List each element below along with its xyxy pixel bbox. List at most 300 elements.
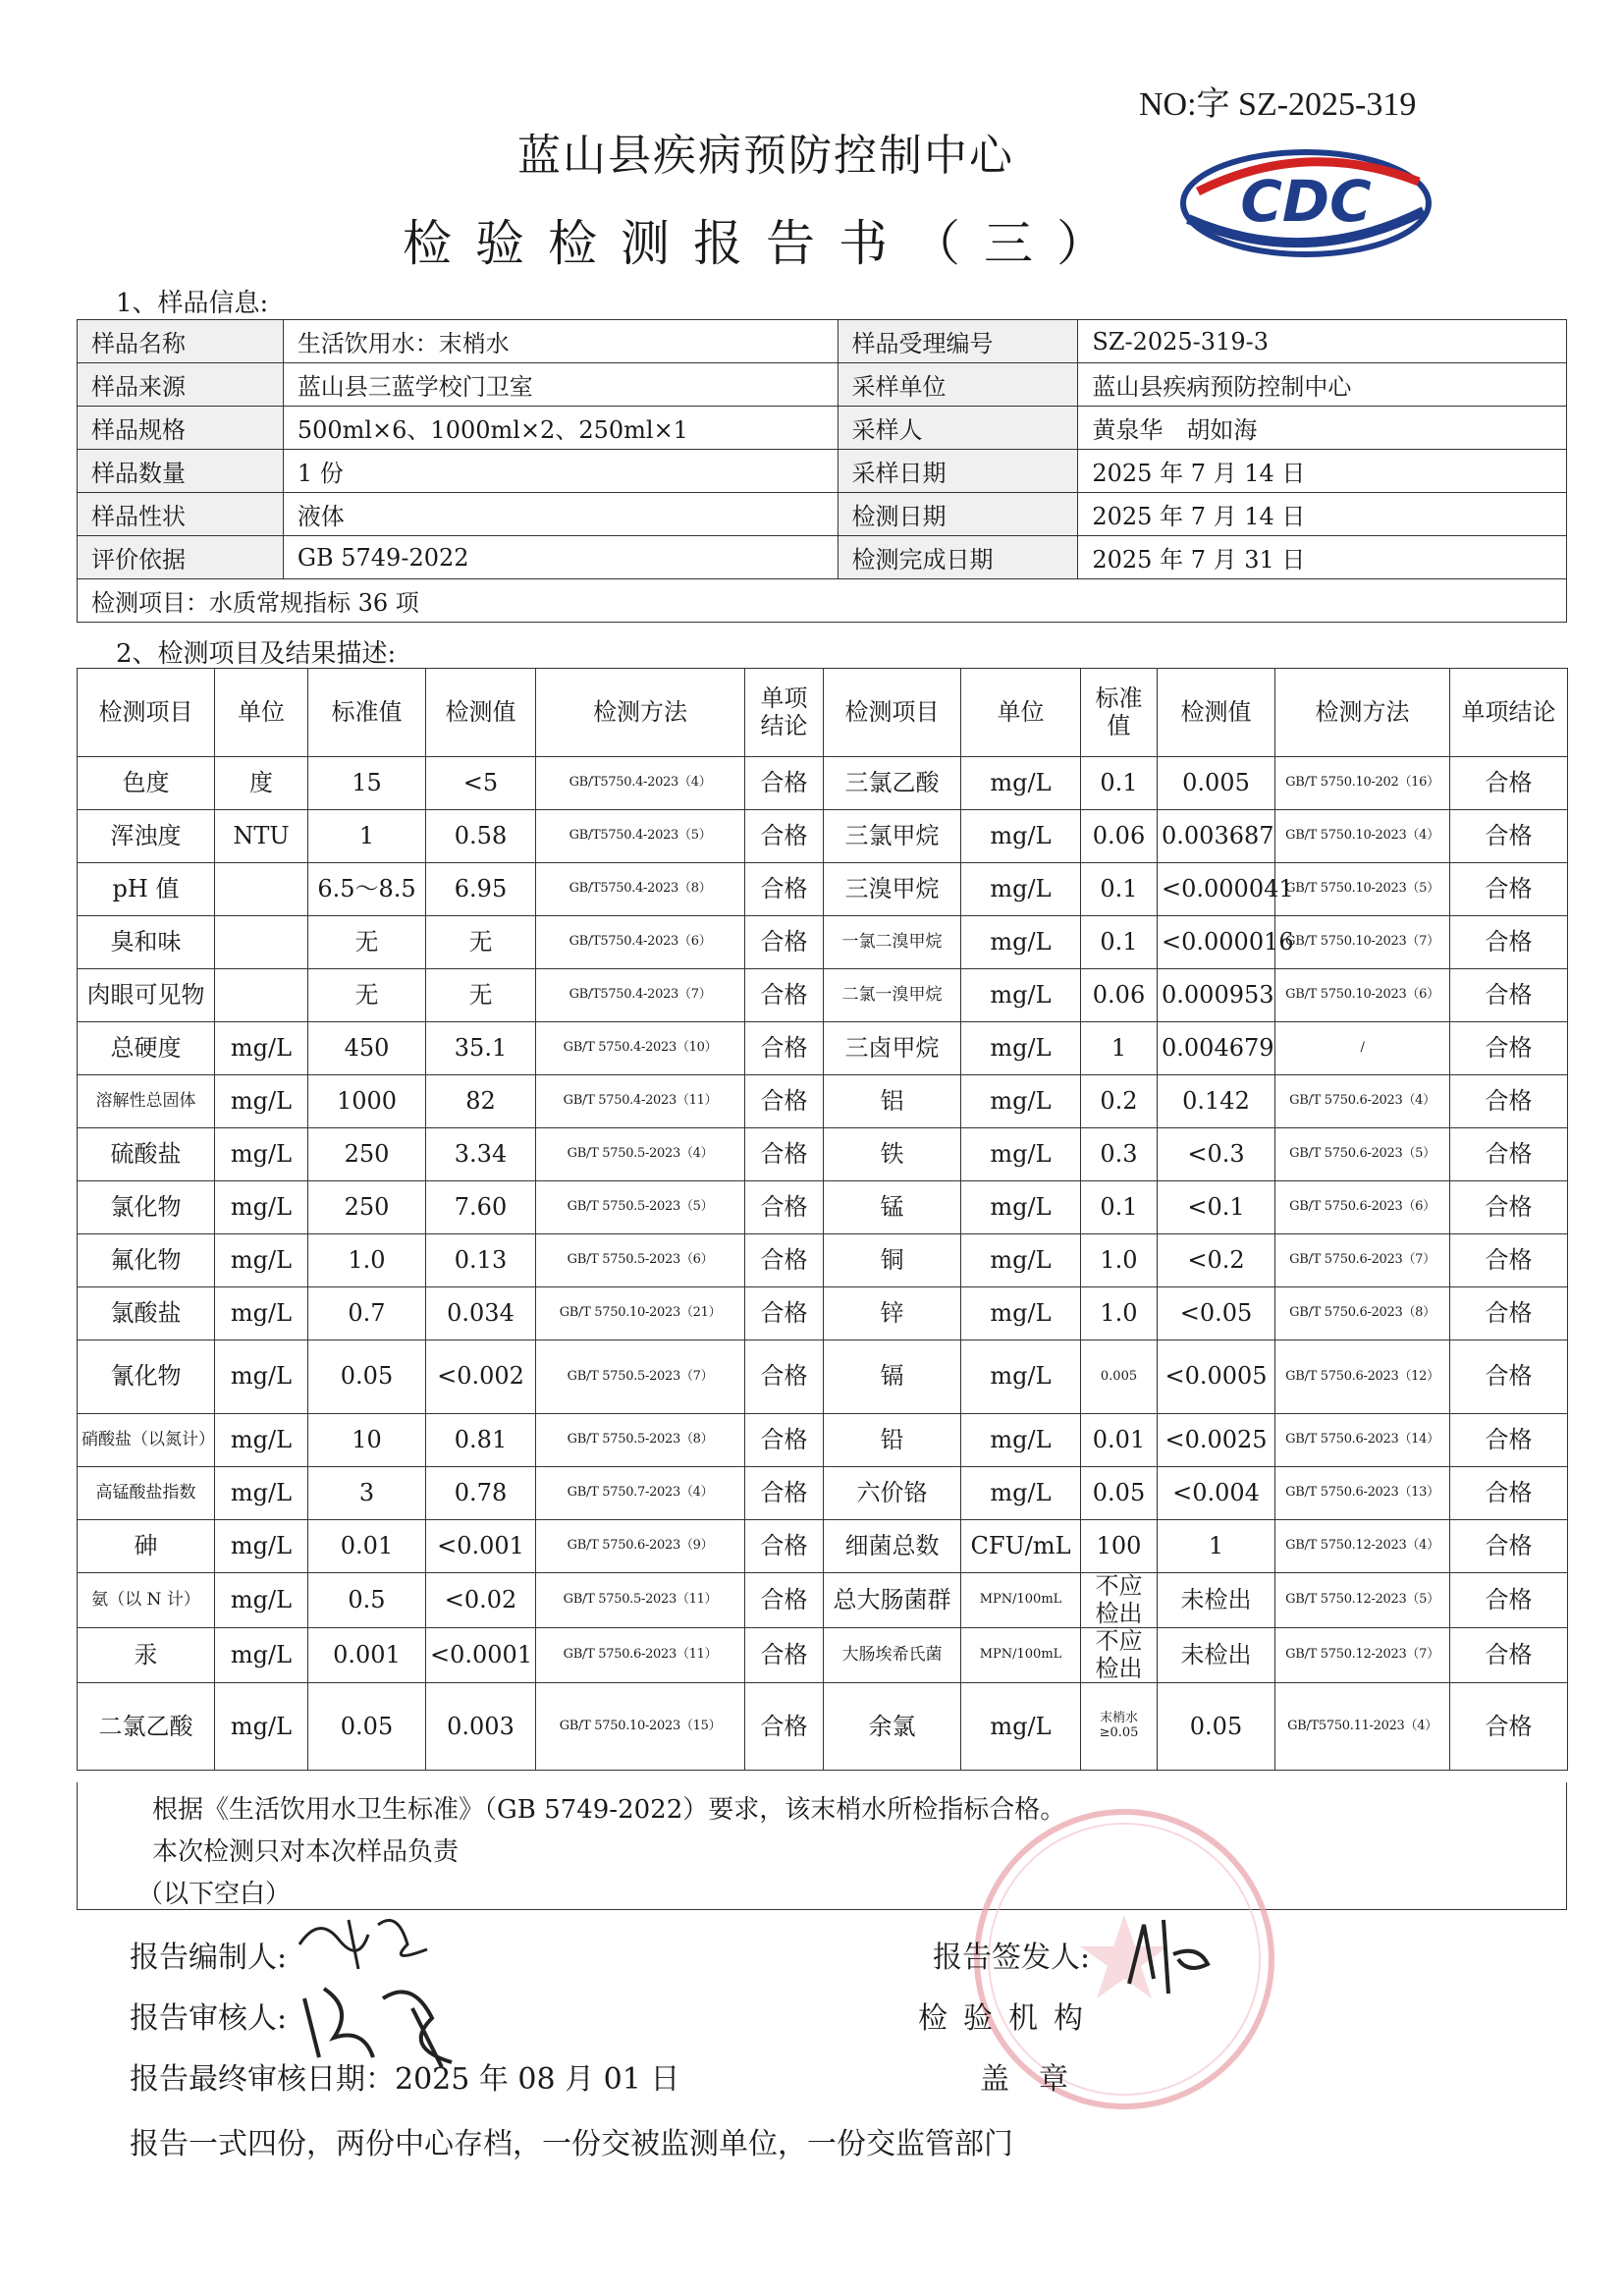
table-cell xyxy=(215,969,308,1022)
table-cell: 合格 xyxy=(745,969,824,1022)
table-cell: mg/L xyxy=(961,1340,1081,1414)
table-row xyxy=(78,1181,1568,1234)
table-row xyxy=(78,1467,1568,1520)
table-row xyxy=(78,757,1568,810)
table-row xyxy=(78,1520,1568,1573)
table-cell: 合格 xyxy=(745,810,824,863)
table-cell: <0.002 xyxy=(426,1340,536,1414)
table-row xyxy=(78,916,1568,969)
table-cell: 0.05 xyxy=(308,1683,426,1771)
table-cell: mg/L xyxy=(961,1022,1081,1075)
table-cell: GB/T 5750.5-2023（11） xyxy=(536,1573,745,1628)
table-cell: 锰 xyxy=(824,1181,961,1234)
column-header: 单位 xyxy=(961,669,1081,757)
column-header: 单位 xyxy=(215,669,308,757)
table-cell: mg/L xyxy=(961,810,1081,863)
info-label: 样品受理编号 xyxy=(838,320,1078,363)
table-cell: 1.0 xyxy=(1081,1234,1158,1287)
table-cell: 度 xyxy=(215,757,308,810)
section-sample-info-title: 1、样品信息: xyxy=(116,289,269,318)
table-cell: mg/L xyxy=(961,1414,1081,1467)
issuer-signature-icon xyxy=(1110,1905,1227,2003)
table-cell: GB/T 5750.12-2023（7） xyxy=(1275,1628,1450,1683)
table-row xyxy=(78,1573,1568,1628)
table-cell: pH 值 xyxy=(78,863,215,916)
table-cell: 0.003687 xyxy=(1158,810,1275,863)
info-label: 采样日期 xyxy=(838,450,1078,493)
conclusion-text: 根据《生活饮用水卫生标准》（GB 5749-2022）要求，该末梢水所检指标合格。 xyxy=(152,1795,1066,1825)
table-cell: 细菌总数 xyxy=(824,1520,961,1573)
table-cell: 合格 xyxy=(745,1628,824,1683)
table-cell: 合格 xyxy=(1450,1022,1568,1075)
table-cell: 0.81 xyxy=(426,1414,536,1467)
table-cell: GB/T 5750.10-2023（4） xyxy=(1275,810,1450,863)
table-cell: GB/T 5750.4-2023（10） xyxy=(536,1022,745,1075)
table-cell: 0.5 xyxy=(308,1573,426,1628)
table-cell: 250 xyxy=(308,1128,426,1181)
info-value: 液体 xyxy=(283,493,838,536)
table-cell: mg/L xyxy=(961,1287,1081,1340)
table-row xyxy=(78,1075,1568,1128)
table-cell: mg/L xyxy=(215,1628,308,1683)
table-cell: 6.5～8.5 xyxy=(308,863,426,916)
info-value: GB 5749-2022 xyxy=(283,536,838,579)
table-cell: mg/L xyxy=(961,969,1081,1022)
table-cell: 合格 xyxy=(1450,863,1568,916)
table-cell: 铜 xyxy=(824,1234,961,1287)
table-cell: GB/T 5750.12-2023（4） xyxy=(1275,1520,1450,1573)
table-cell: 3.34 xyxy=(426,1128,536,1181)
info-value: 黄泉华 胡如海 xyxy=(1078,407,1567,450)
table-cell: CFU/mL xyxy=(961,1520,1081,1573)
table-cell: GB/T 5750.10-2023（7） xyxy=(1275,916,1450,969)
table-cell: <0.05 xyxy=(1158,1287,1275,1340)
table-cell: 合格 xyxy=(745,1181,824,1234)
table-cell: 二氯一溴甲烷 xyxy=(824,969,961,1022)
table-row xyxy=(78,1022,1568,1075)
table-cell: 6.95 xyxy=(426,863,536,916)
table-cell: 合格 xyxy=(745,757,824,810)
table-cell: 合格 xyxy=(1450,1683,1568,1771)
table-cell: 合格 xyxy=(1450,1287,1568,1340)
table-cell: 0.58 xyxy=(426,810,536,863)
table-cell: 450 xyxy=(308,1022,426,1075)
table-cell: MPN/100mL xyxy=(961,1573,1081,1628)
document-title: 检验检测报告书（三） xyxy=(403,215,1129,272)
table-cell: 总大肠菌群 xyxy=(824,1573,961,1628)
disclaimer-text: 本次检测只对本次样品负责 xyxy=(152,1837,460,1867)
table-cell: 合格 xyxy=(1450,1628,1568,1683)
table-cell: 合格 xyxy=(745,1340,824,1414)
table-cell: 合格 xyxy=(1450,969,1568,1022)
table-cell: GB/T 5750.7-2023（4） xyxy=(536,1467,745,1520)
table-cell: GB/T 5750.5-2023（8） xyxy=(536,1414,745,1467)
table-cell: 250 xyxy=(308,1181,426,1234)
table-cell: 0.1 xyxy=(1081,863,1158,916)
table-cell: 未检出 xyxy=(1158,1628,1275,1683)
table-cell: 高锰酸盐指数 xyxy=(78,1467,215,1520)
table-cell: 合格 xyxy=(1450,1414,1568,1467)
table-cell: 三溴甲烷 xyxy=(824,863,961,916)
table-cell: 0.06 xyxy=(1081,810,1158,863)
table-cell: 1 xyxy=(1081,1022,1158,1075)
table-cell: 1.0 xyxy=(1081,1287,1158,1340)
table-cell: 氯酸盐 xyxy=(78,1287,215,1340)
info-value: 蓝山县疾病预防控制中心 xyxy=(1078,363,1567,407)
info-value: SZ-2025-319-3 xyxy=(1078,320,1567,363)
table-cell: 溶解性总固体 xyxy=(78,1075,215,1128)
table-cell: mg/L xyxy=(961,1234,1081,1287)
table-cell: 0.06 xyxy=(1081,969,1158,1022)
table-row xyxy=(78,1414,1568,1467)
column-header: 检测值 xyxy=(1158,669,1275,757)
table-cell: GB/T5750.4-2023（5） xyxy=(536,810,745,863)
results-table xyxy=(77,668,1568,1771)
sample-info-row xyxy=(78,320,1567,363)
table-cell: 氰化物 xyxy=(78,1340,215,1414)
reviewer-label: 报告审核人: xyxy=(130,2001,288,2036)
column-header: 检测方法 xyxy=(536,669,745,757)
info-value: 2025 年 7 月 31 日 xyxy=(1078,536,1567,579)
column-header: 单项结论 xyxy=(745,669,824,757)
table-cell: mg/L xyxy=(215,1573,308,1628)
info-label: 样品规格 xyxy=(78,407,284,450)
table-cell: mg/L xyxy=(961,863,1081,916)
table-cell: GB/T5750.11-2023（4） xyxy=(1275,1683,1450,1771)
table-row xyxy=(78,1683,1568,1771)
table-cell: 余氯 xyxy=(824,1683,961,1771)
table-cell: / xyxy=(1275,1022,1450,1075)
table-cell: 未检出 xyxy=(1158,1573,1275,1628)
table-cell: 合格 xyxy=(1450,810,1568,863)
table-cell: 合格 xyxy=(1450,1340,1568,1414)
table-cell: mg/L xyxy=(961,757,1081,810)
table-cell: 0.005 xyxy=(1081,1340,1158,1414)
table-cell: mg/L xyxy=(961,916,1081,969)
table-cell: 硫酸盐 xyxy=(78,1128,215,1181)
info-label: 采样人 xyxy=(838,407,1078,450)
issuer-label: 报告签发人: xyxy=(933,1941,1091,1975)
table-cell: 铅 xyxy=(824,1414,961,1467)
table-cell: GB/T 5750.10-202（16） xyxy=(1275,757,1450,810)
table-cell: mg/L xyxy=(215,1683,308,1771)
table-cell: 0.1 xyxy=(1081,757,1158,810)
distribution-note: 报告一式四份，两份中心存档，一份交被监测单位，一份交监管部门 xyxy=(130,2127,1013,2161)
table-cell: mg/L xyxy=(215,1022,308,1075)
table-cell: 0.1 xyxy=(1081,916,1158,969)
table-cell: 0.13 xyxy=(426,1234,536,1287)
table-cell: 氟化物 xyxy=(78,1234,215,1287)
table-cell: 无 xyxy=(308,969,426,1022)
table-cell: mg/L xyxy=(215,1181,308,1234)
table-cell: 7.60 xyxy=(426,1181,536,1234)
table-cell: GB/T 5750.5-2023（7） xyxy=(536,1340,745,1414)
table-cell: mg/L xyxy=(215,1414,308,1467)
table-cell: GB/T 5750.10-2023（5） xyxy=(1275,863,1450,916)
table-cell: 合格 xyxy=(745,1022,824,1075)
table-cell: 合格 xyxy=(1450,1520,1568,1573)
info-value: 生活饮用水：末梢水 xyxy=(283,320,838,363)
table-cell: 合格 xyxy=(745,1520,824,1573)
table-cell: 合格 xyxy=(745,1128,824,1181)
info-value: 2025 年 7 月 14 日 xyxy=(1078,493,1567,536)
table-cell: <0.2 xyxy=(1158,1234,1275,1287)
table-cell: <0.0001 xyxy=(426,1628,536,1683)
institution-label: 检验机构 xyxy=(918,2001,1099,2036)
table-cell: GB/T 5750.6-2023（6） xyxy=(1275,1181,1450,1234)
column-header: 检测值 xyxy=(426,669,536,757)
logo-text: CDC xyxy=(1240,168,1372,235)
table-cell: GB/T 5750.6-2023（5） xyxy=(1275,1128,1450,1181)
table-cell: 合格 xyxy=(745,1075,824,1128)
column-header: 标准值 xyxy=(1081,669,1158,757)
final-review-date: 报告最终审核日期：2025 年 08 月 01 日 xyxy=(130,2062,680,2097)
table-cell: 0.7 xyxy=(308,1287,426,1340)
info-label: 样品性状 xyxy=(78,493,284,536)
table-cell: <0.000016 xyxy=(1158,916,1275,969)
column-header: 检测项目 xyxy=(824,669,961,757)
table-cell: 1 xyxy=(308,810,426,863)
table-cell: 合格 xyxy=(1450,1128,1568,1181)
table-cell: mg/L xyxy=(961,1467,1081,1520)
table-cell: 色度 xyxy=(78,757,215,810)
table-cell: 0.034 xyxy=(426,1287,536,1340)
info-value: 蓝山县三蓝学校门卫室 xyxy=(283,363,838,407)
table-cell: 100 xyxy=(1081,1520,1158,1573)
table-cell: GB/T 5750.6-2023（4） xyxy=(1275,1075,1450,1128)
table-cell: 无 xyxy=(308,916,426,969)
info-label: 评价依据 xyxy=(78,536,284,579)
table-row xyxy=(78,810,1568,863)
table-cell: 0.2 xyxy=(1081,1075,1158,1128)
table-cell: GB/T 5750.6-2023（8） xyxy=(1275,1287,1450,1340)
table-cell: <0.1 xyxy=(1158,1181,1275,1234)
table-cell: 10 xyxy=(308,1414,426,1467)
table-cell: 镉 xyxy=(824,1340,961,1414)
table-cell: 合格 xyxy=(1450,1467,1568,1520)
table-cell: 0.01 xyxy=(1081,1414,1158,1467)
table-cell: GB/T5750.4-2023（4） xyxy=(536,757,745,810)
table-cell: 82 xyxy=(426,1075,536,1128)
table-cell: 末梢水≥0.05 xyxy=(1081,1683,1158,1771)
compiler-label: 报告编制人: xyxy=(130,1941,288,1975)
sample-info-row xyxy=(78,536,1567,579)
sample-info-table xyxy=(77,319,1567,623)
table-cell: mg/L xyxy=(215,1340,308,1414)
table-cell: <0.02 xyxy=(426,1573,536,1628)
table-cell xyxy=(215,863,308,916)
table-cell: GB/T 5750.10-2023（15） xyxy=(536,1683,745,1771)
table-cell: 合格 xyxy=(745,1467,824,1520)
table-cell: 锌 xyxy=(824,1287,961,1340)
table-row xyxy=(78,1128,1568,1181)
organization-title: 蓝山县疾病预防控制中心 xyxy=(517,131,1014,181)
table-cell: 合格 xyxy=(745,1234,824,1287)
column-header: 单项结论 xyxy=(1450,669,1568,757)
table-cell: 无 xyxy=(426,916,536,969)
table-row xyxy=(78,1287,1568,1340)
section-results-title: 2、检测项目及结果描述: xyxy=(116,639,397,669)
table-cell: 0.3 xyxy=(1081,1128,1158,1181)
table-cell: 0.003 xyxy=(426,1683,536,1771)
table-cell: 0.142 xyxy=(1158,1075,1275,1128)
table-cell xyxy=(215,916,308,969)
table-cell: 铁 xyxy=(824,1128,961,1181)
table-cell: mg/L xyxy=(961,1128,1081,1181)
table-cell: <0.001 xyxy=(426,1520,536,1573)
table-row xyxy=(78,1340,1568,1414)
info-value: 2025 年 7 月 14 日 xyxy=(1078,450,1567,493)
table-cell: <0.3 xyxy=(1158,1128,1275,1181)
table-cell: <5 xyxy=(426,757,536,810)
column-header: 检测方法 xyxy=(1275,669,1450,757)
table-cell: 合格 xyxy=(1450,1573,1568,1628)
table-cell: 0.05 xyxy=(1158,1683,1275,1771)
table-cell: 二氯乙酸 xyxy=(78,1683,215,1771)
table-cell: 三氯乙酸 xyxy=(824,757,961,810)
table-cell: 六价铬 xyxy=(824,1467,961,1520)
table-cell: 无 xyxy=(426,969,536,1022)
table-cell: 35.1 xyxy=(426,1022,536,1075)
table-cell: GB/T5750.4-2023（7） xyxy=(536,969,745,1022)
table-cell: 浑浊度 xyxy=(78,810,215,863)
table-cell: 合格 xyxy=(745,1414,824,1467)
table-cell: 一氯二溴甲烷 xyxy=(824,916,961,969)
table-cell: 肉眼可见物 xyxy=(78,969,215,1022)
info-label: 样品来源 xyxy=(78,363,284,407)
info-label: 检测完成日期 xyxy=(838,536,1078,579)
table-cell: 不应检出 xyxy=(1081,1628,1158,1683)
table-cell: mg/L xyxy=(961,1181,1081,1234)
table-cell: 0.005 xyxy=(1158,757,1275,810)
table-cell: 氨（以 N 计） xyxy=(78,1573,215,1628)
table-row xyxy=(78,969,1568,1022)
table-cell: 1.0 xyxy=(308,1234,426,1287)
table-cell: 0.001 xyxy=(308,1628,426,1683)
table-cell: 1 xyxy=(1158,1520,1275,1573)
table-cell: GB/T 5750.6-2023（9） xyxy=(536,1520,745,1573)
table-cell: 1000 xyxy=(308,1075,426,1128)
table-cell: mg/L xyxy=(215,1128,308,1181)
info-label: 采样单位 xyxy=(838,363,1078,407)
table-cell: NTU xyxy=(215,810,308,863)
table-cell: mg/L xyxy=(961,1075,1081,1128)
sample-info-row xyxy=(78,363,1567,407)
table-cell: GB/T 5750.6-2023（12） xyxy=(1275,1340,1450,1414)
table-cell: GB/T 5750.10-2023（21） xyxy=(536,1287,745,1340)
table-cell: GB/T 5750.5-2023（6） xyxy=(536,1234,745,1287)
table-cell: GB/T 5750.12-2023（5） xyxy=(1275,1573,1450,1628)
table-cell: 合格 xyxy=(1450,1234,1568,1287)
table-cell: <0.000041 xyxy=(1158,863,1275,916)
table-cell: 三卤甲烷 xyxy=(824,1022,961,1075)
table-cell: 总硬度 xyxy=(78,1022,215,1075)
reviewer-signature-icon xyxy=(295,1969,471,2077)
sample-info-row xyxy=(78,407,1567,450)
table-cell: 臭和味 xyxy=(78,916,215,969)
table-cell: mg/L xyxy=(961,1683,1081,1771)
table-cell: GB/T5750.4-2023（6） xyxy=(536,916,745,969)
table-cell: mg/L xyxy=(215,1287,308,1340)
table-cell: <0.0005 xyxy=(1158,1340,1275,1414)
cdc-logo-icon xyxy=(1178,142,1434,258)
table-cell: GB/T5750.4-2023（8） xyxy=(536,863,745,916)
table-cell: 合格 xyxy=(745,863,824,916)
table-row xyxy=(78,1234,1568,1287)
table-cell: 0.01 xyxy=(308,1520,426,1573)
table-cell: 氯化物 xyxy=(78,1181,215,1234)
table-cell: 合格 xyxy=(745,1287,824,1340)
table-cell: GB/T 5750.4-2023（11） xyxy=(536,1075,745,1128)
info-value: 1 份 xyxy=(283,450,838,493)
table-cell: 0.1 xyxy=(1081,1181,1158,1234)
table-cell: 硝酸盐（以氮计） xyxy=(78,1414,215,1467)
table-cell: 合格 xyxy=(1450,1181,1568,1234)
table-cell: 铝 xyxy=(824,1075,961,1128)
table-cell: 合格 xyxy=(745,916,824,969)
table-row xyxy=(78,863,1568,916)
table-cell: MPN/100mL xyxy=(961,1628,1081,1683)
table-row xyxy=(78,1628,1568,1683)
info-value: 500ml×6、1000ml×2、250ml×1 xyxy=(283,407,838,450)
table-cell: 0.000953 xyxy=(1158,969,1275,1022)
table-cell: GB/T 5750.10-2023（6） xyxy=(1275,969,1450,1022)
table-cell: mg/L xyxy=(215,1234,308,1287)
info-label: 样品名称 xyxy=(78,320,284,363)
report-number: NO:字 SZ-2025-319 xyxy=(1139,86,1417,123)
column-header: 标准值 xyxy=(308,669,426,757)
table-cell: 不应检出 xyxy=(1081,1573,1158,1628)
table-cell: GB/T 5750.6-2023（14） xyxy=(1275,1414,1450,1467)
column-header: 检测项目 xyxy=(78,669,215,757)
table-cell: 0.004679 xyxy=(1158,1022,1275,1075)
table-cell: 汞 xyxy=(78,1628,215,1683)
table-cell: 3 xyxy=(308,1467,426,1520)
table-cell: 合格 xyxy=(1450,916,1568,969)
seal-label: 盖章 xyxy=(980,2062,1098,2097)
test-items-row xyxy=(78,579,1567,623)
table-cell: 大肠埃希氏菌 xyxy=(824,1628,961,1683)
table-cell: 砷 xyxy=(78,1520,215,1573)
sample-info-row xyxy=(78,493,1567,536)
info-label: 样品数量 xyxy=(78,450,284,493)
table-cell: GB/T 5750.6-2023（13） xyxy=(1275,1467,1450,1520)
sample-info-row xyxy=(78,450,1567,493)
table-cell: <0.0025 xyxy=(1158,1414,1275,1467)
table-cell: mg/L xyxy=(215,1520,308,1573)
table-cell: 0.78 xyxy=(426,1467,536,1520)
table-cell: 15 xyxy=(308,757,426,810)
results-header-row xyxy=(78,669,1568,757)
table-cell: 合格 xyxy=(745,1573,824,1628)
table-cell: <0.004 xyxy=(1158,1467,1275,1520)
test-items: 检测项目：水质常规指标 36 项 xyxy=(78,579,1567,623)
table-cell: 合格 xyxy=(745,1683,824,1771)
table-cell: 0.05 xyxy=(308,1340,426,1414)
table-cell: GB/T 5750.5-2023（5） xyxy=(536,1181,745,1234)
table-cell: 0.05 xyxy=(1081,1467,1158,1520)
table-cell: GB/T 5750.5-2023（4） xyxy=(536,1128,745,1181)
table-cell: GB/T 5750.6-2023（7） xyxy=(1275,1234,1450,1287)
blank-below-note: （以下空白） xyxy=(137,1880,292,1909)
info-label: 检测日期 xyxy=(838,493,1078,536)
table-cell: mg/L xyxy=(215,1075,308,1128)
table-cell: GB/T 5750.6-2023（11） xyxy=(536,1628,745,1683)
table-cell: 合格 xyxy=(1450,1075,1568,1128)
table-cell: mg/L xyxy=(215,1467,308,1520)
table-cell: 合格 xyxy=(1450,757,1568,810)
table-cell: 三氯甲烷 xyxy=(824,810,961,863)
